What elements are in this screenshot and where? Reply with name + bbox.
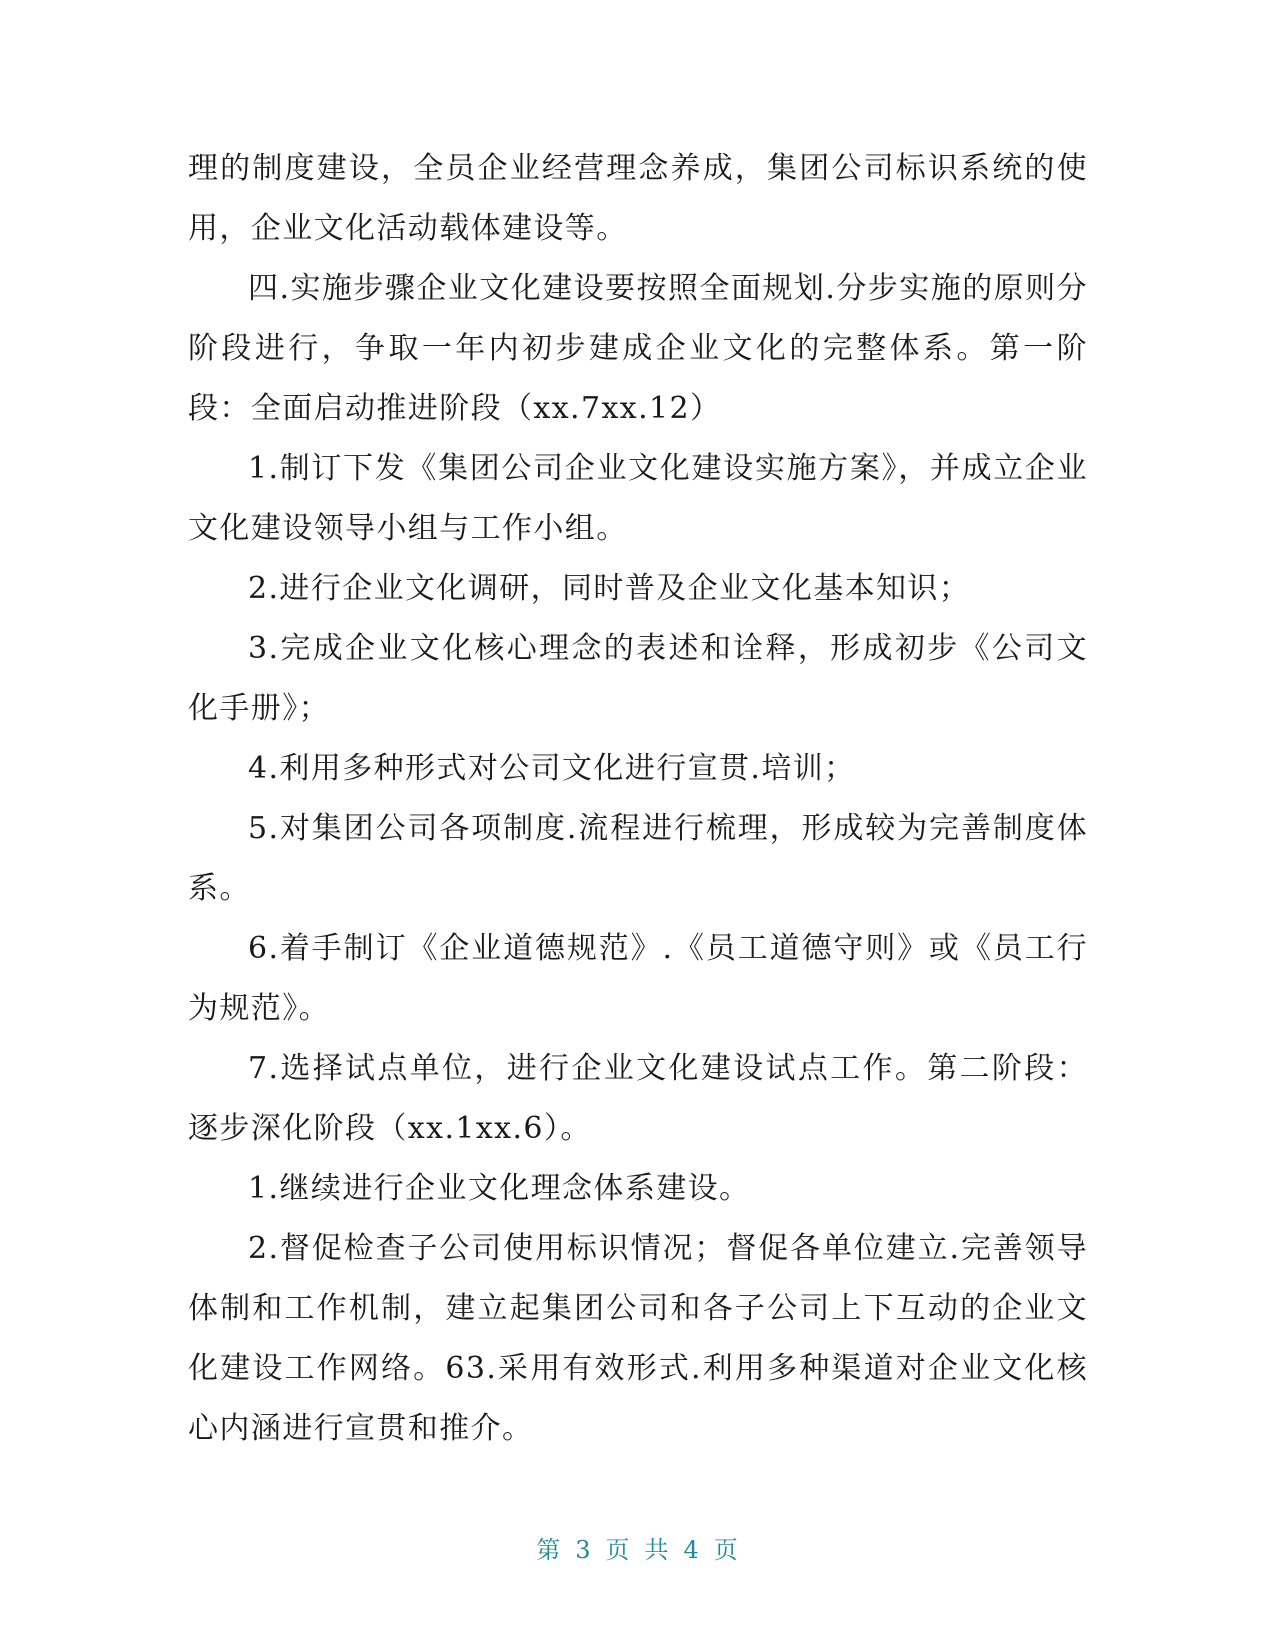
document-body bbox=[188, 139, 1088, 1459]
paragraph-3: 1.制订下发《集团公司企业文化建设实施方案》，并成立企业文化建设领导小组与工作小组。 bbox=[188, 451, 1088, 546]
paragraph-2: 四.实施步骤企业文化建设要按照全面规划.分步实施的原则分阶段进行，争取一年内初步建成企业文化的完整体系。第一阶段：全面启动推进阶段（xx.7xx.12） bbox=[188, 271, 1088, 426]
page-prefix: 第 bbox=[536, 1536, 562, 1564]
total-pages: 4 bbox=[683, 1536, 700, 1564]
paragraph-9: 7.选择试点单位，进行企业文化建设试点工作。第二阶段：逐步深化阶段（xx.1xx.6）。 bbox=[188, 1051, 1088, 1146]
paragraph-4: 2.进行企业文化调研，同时普及企业文化基本知识； bbox=[248, 571, 971, 606]
page-unit: 页 bbox=[605, 1536, 631, 1564]
paragraph-11: 2.督促检查子公司使用标识情况；督促各单位建立.完善领导体制和工作机制，建立起集团公司和各子公司上下互动的企业文化建设工作网络。63.采用有效形式.利用多种渠道对企业文化核心内涵进行宣贯和推介。 bbox=[188, 1231, 1088, 1446]
paragraph-10: 1.继续进行企业文化理念体系建设。 bbox=[248, 1171, 751, 1206]
paragraph-7: 5.对集团公司各项制度.流程进行梳理，形成较为完善制度体系。 bbox=[188, 811, 1088, 906]
total-unit: 页 bbox=[713, 1536, 739, 1564]
paragraph-6: 4.利用多种形式对公司文化进行宣贯.培训； bbox=[248, 751, 856, 786]
paragraph-8: 6.着手制订《企业道德规范》.《员工道德守则》或《员工行为规范》。 bbox=[188, 931, 1088, 1026]
paragraph-1: 理的制度建设，全员企业经营理念养成，集团公司标识系统的使用，企业文化活动载体建设等。 bbox=[188, 151, 1088, 246]
page-footer bbox=[0, 1530, 1275, 1570]
paragraph-5: 3.完成企业文化核心理念的表述和诠释，形成初步《公司文化手册》； bbox=[188, 631, 1088, 726]
page-number: 3 bbox=[575, 1536, 592, 1564]
total-prefix: 共 bbox=[644, 1536, 670, 1564]
